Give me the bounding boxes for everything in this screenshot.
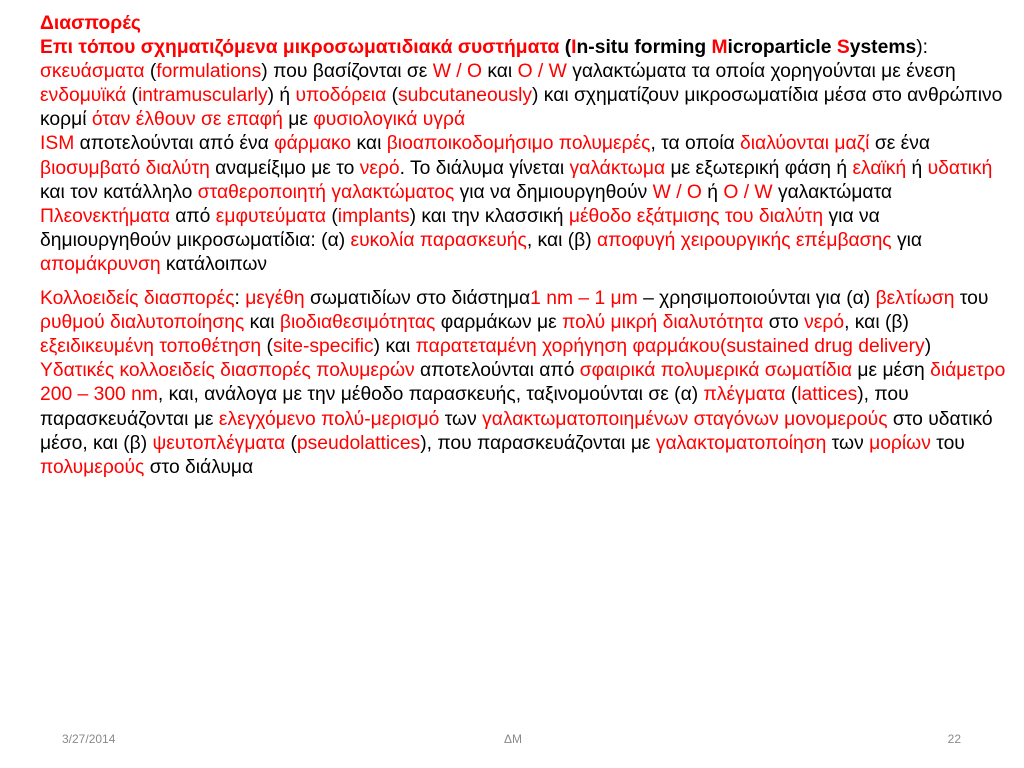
text-run: με εξωτερική φάση ή [665,157,853,179]
text-run: στο διάλυμα [144,456,254,478]
text-run: μορίων [869,432,931,454]
text-run: O / W [723,181,773,203]
text-run: ), που παρασκευάζονται με [40,384,909,430]
text-run: μέθοδο εξάτμισης του διαλύτη [568,205,824,227]
text-run: κατάλοιπων [160,253,268,275]
text-run: ρυθμού διαλυτοποίησης [40,312,245,334]
text-run: ) ή [267,85,296,107]
text-run: φυσιολογικά υγρά [313,109,466,131]
text-run: φάρμακο [274,133,352,155]
text-run: και [351,133,387,155]
text-run: και [244,312,280,334]
text-run: icroparticle [727,37,837,59]
text-run: εμφυτεύματα [215,205,327,227]
text-run: ) και σχηματίζουν μικροσωματίδια μέσα στο ανθρώπινο κορμί [40,85,1003,131]
text-run: ( [559,37,572,59]
text-run: υποδόρεια [295,85,387,107]
text-run: ystems [849,37,917,59]
text-run: ( [326,205,338,227]
text-run: γαλακτώματα τα οποία χορηγούνται με ένεση [566,61,956,83]
slide-title: Διασπορές [40,13,141,34]
text-run: με μέση [852,360,931,382]
text-run: των [439,408,483,430]
text-run: διαλύονται μαζί [740,133,870,155]
text-run: εξειδικευμένη τοποθέτηση [40,336,262,358]
footer-author: ΔΜ [504,732,523,746]
text-run: με [282,109,314,131]
text-run: ) [924,336,932,358]
text-run: W / O [652,181,702,203]
text-run: implants [337,205,410,227]
text-run: ) και [373,336,416,358]
text-run: διάμετρο 200 – 300 nm [40,360,1006,406]
text-run: για να δημιουργηθούν μικροσωματίδια: (α) [40,205,880,251]
text-run: νερό [359,157,400,179]
text-run: από [169,205,216,227]
text-run: 1 nm – 1 μm [530,288,638,310]
text-run: ), που παρασκευάζονται με [420,432,656,454]
text-run: βιοαποικοδομήσιμο πολυμερές [386,133,651,155]
text-run: , και (β) [844,312,909,334]
text-run: αποφυγή χειρουργικής επέμβασης [597,229,892,251]
text-run: Υδατικές κολλοειδείς διασπορές πολυμερών [40,360,415,382]
text-run: ( [261,336,273,358]
text-run: γαλάκτωμα [569,157,666,179]
text-run: νερό [804,312,845,334]
text-run: σφαιρικά πολυμερικά σωματίδια [579,360,853,382]
text-run: ISM [40,133,75,155]
text-run: ενδομυϊκά [40,85,127,107]
paragraph-in-situ-systems [40,36,1012,132]
text-run: μεγέθη [245,288,305,310]
text-run: ( [126,85,138,107]
text-run: O / W [517,61,567,83]
text-run: βιοσυμβατό διαλύτη [40,157,210,179]
text-run: ): [916,37,928,59]
text-run: n-situ forming [576,37,712,59]
text-run: γαλακτώματα [772,181,893,203]
text-run: site-specific [272,336,374,358]
text-run: πολύ μικρή διαλυτότητα [562,312,764,334]
text-run: ( [785,384,798,406]
text-run: σε ένα [869,133,931,155]
text-run: απομάκρυνση [40,253,161,275]
text-run: του [954,288,989,310]
text-run: lattices [797,384,858,406]
text-run: , και, ανάλογα με την μέθοδο παρασκευής, ταξινομούνται σε (α) [157,384,704,406]
text-run: Επι τόπου σχηματιζόμενα μικροσωματιδιακά συστήματα [40,37,560,59]
text-run: στο υδατικό μέσο, και (β) [40,408,993,454]
text-run: intramuscularly [137,85,268,107]
text-run: S [836,37,850,59]
paragraph-colloidal-dispersions [40,287,1012,359]
text-run: ) και την κλασσική [409,205,569,227]
text-run: ή [701,181,724,203]
text-run: και τον κατάλληλο [40,181,198,203]
text-run: και [482,61,518,83]
text-run: , και (β) [526,229,598,251]
text-run: φαρμάκων με [435,312,563,334]
text-run: – χρησιμοποιούνται για (α) [637,288,876,310]
text-run: για [891,229,923,251]
text-run: σταθεροποιητή γαλακτώματος [197,181,455,203]
text-run: . Το διάλυμα γίνεται [399,157,570,179]
text-run: του [930,432,965,454]
slide-number: 22 [947,732,961,746]
text-run: πλέγματα [703,384,786,406]
text-run: ή [906,157,928,179]
paragraph-advantages [40,205,1012,277]
text-run: γαλακτωματοποιημένων σταγόνων μονομερούς [482,408,888,430]
text-run: subcutaneously [398,85,533,107]
text-run: pseudolattices [296,432,421,454]
text-run: ψευτοπλέγματα [152,432,286,454]
text-run: I [571,37,577,59]
footer-date: 3/27/2014 [62,732,116,746]
text-run: σωματιδίων στο διάστημα [304,288,531,310]
text-run: ελαϊκή [852,157,907,179]
text-run: όταν έλθουν σε επαφή [91,109,283,131]
text-run: βελτίωση [875,288,955,310]
text-run: ελεγχόμενο πολύ-μερισμό [218,408,440,430]
text-run: για να δημιουργηθούν [454,181,653,203]
slide-body [40,12,1012,480]
text-run: formulations [156,61,262,83]
text-run: σκευάσματα [40,61,145,83]
text-run: στο [763,312,805,334]
text-run: ) που βασίζονται σε [261,61,433,83]
text-run: υδατική [927,157,993,179]
text-run: αναμείξιμο με το [209,157,360,179]
paragraph-aqueous-polymer-dispersions [40,359,1012,479]
text-run: των [826,432,870,454]
text-run: βιοδιαθεσιμότητας [279,312,436,334]
paragraph-ism-composition [40,132,1012,204]
text-run: πολυμερούς [40,456,145,478]
text-run: Κολλοειδείς διασπορές [40,288,235,310]
text-run: ευκολία παρασκευής [350,229,527,251]
text-run: αποτελούνται από ένα [74,133,275,155]
text-run: M [711,37,728,59]
text-run: ( [144,61,157,83]
text-run: Πλεονεκτήματα [40,205,170,227]
text-run: ( [386,85,399,107]
text-run: : [234,288,246,310]
text-run: W / O [432,61,482,83]
text-run: παρατεταμένη χορήγηση φαρμάκου(sustained drug delivery [415,336,925,358]
text-run: γαλακτοματοποίηση [655,432,827,454]
text-run: αποτελούνται από [414,360,580,382]
text-run: ( [285,432,297,454]
text-run: , τα οποία [650,133,741,155]
